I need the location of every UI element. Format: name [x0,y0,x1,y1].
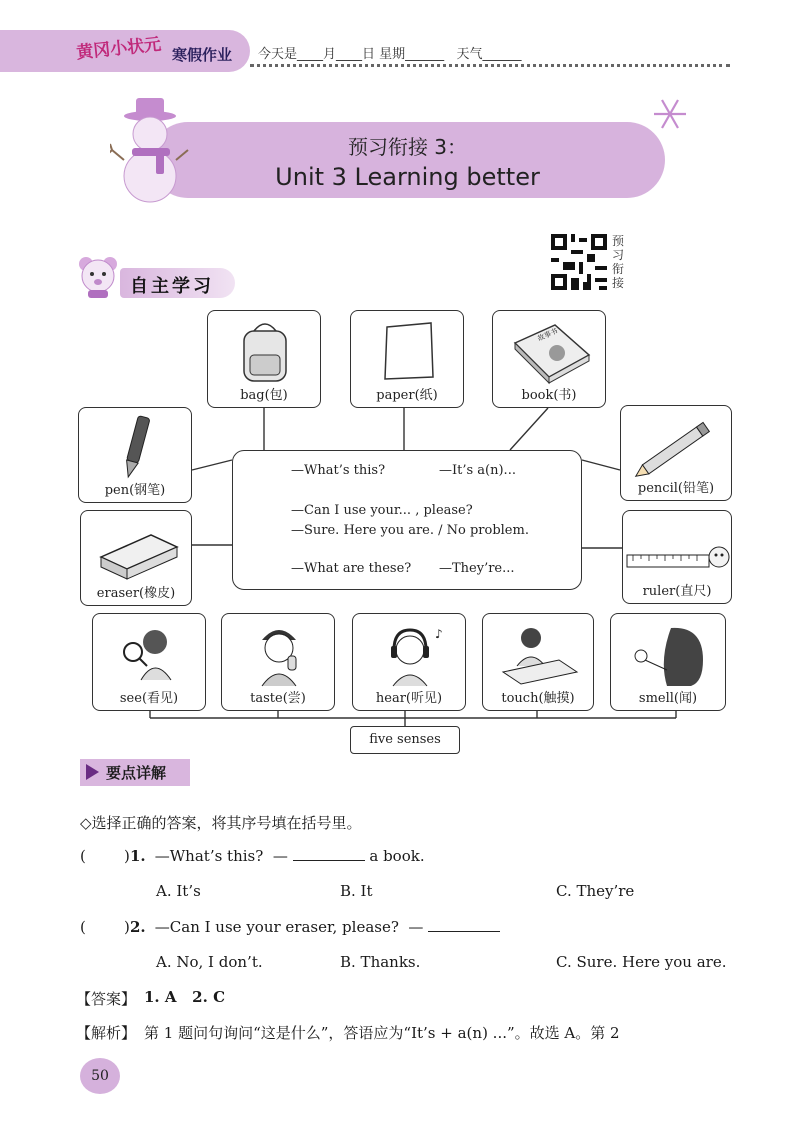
sense-label-hear: hear(听见) [375,691,443,706]
banner-title-line1: 预习衔接 3： [347,135,468,159]
paper-icon [351,317,465,387]
q2-option-a[interactable]: A. No, I don’t. [156,953,263,971]
q2-option-c[interactable]: C. Sure. Here you are. [556,953,727,971]
q1-answer-paren[interactable]: ( ) [80,847,130,865]
q2-stem: —Can I use your eraser, please? — [150,918,500,936]
sense-taste [221,613,335,711]
q2-blank[interactable] [428,918,500,932]
dialogue-box [232,450,582,590]
page-number: 50 [80,1058,120,1094]
section-title-self-study: 自主学习 [130,276,214,297]
q2-number: 2. [130,918,146,936]
exercise-instruction: ◇选择正确的答案，将其序号填在括号里。 [80,814,362,832]
q2-option-b[interactable]: B. Thanks. [340,953,421,971]
qr-label: 预习衔接 [612,234,625,290]
item-eraser [80,510,192,606]
sense-touch [482,613,594,711]
item-ruler [622,510,732,604]
headphones-person-icon [353,620,467,690]
dialogue-q1: —What’s this? [291,463,386,478]
sense-smell [610,613,726,711]
q1-stem: —What’s this? — a book. [150,847,425,865]
pencil-icon [621,412,733,482]
banner-title-line2: Unit 3 Learning better [275,163,540,191]
q1-number: 1. [130,847,146,865]
book-icon [493,317,607,387]
pen-icon [79,414,193,484]
header-subtitle: 寒假作业 [172,46,233,64]
item-bag [207,310,321,408]
sense-label-smell: smell(闻) [638,691,698,706]
answer-text: 1. A 2. C [144,988,226,1006]
dialogue-q3: —What are these? [291,561,412,576]
item-label-book: book(书) [521,388,577,403]
item-label-ruler: ruler(直尺) [642,584,712,599]
item-label-pen: pen(钢笔) [104,483,166,498]
item-book [492,310,606,408]
item-label-pencil: pencil(铅笔) [637,481,715,496]
q1-option-b[interactable]: B. It [340,882,373,900]
dialogue-a3: —They’re... [439,561,515,576]
sense-label-taste: taste(尝) [250,691,306,706]
ruler-icon [623,517,733,587]
section-title-key-points: 要点详解 [106,764,167,782]
item-pencil [620,405,732,501]
item-label-bag: bag(包) [240,388,288,403]
item-paper [350,310,464,408]
smell-flower-icon [611,620,727,690]
analysis-label: 【解析】 [76,1024,137,1042]
item-pen [78,407,192,503]
dialogue-a2: —Sure. Here you are. / No problem. [291,523,529,538]
sense-label-touch: touch(触摸) [501,691,575,706]
item-label-eraser: eraser(橡皮) [96,586,176,601]
answer-label: 【答案】 [76,990,137,1008]
q1-option-a[interactable]: A. It’s [156,882,201,900]
dialogue-a1: —It’s a(n)... [439,463,516,478]
eraser-icon [81,517,193,587]
analysis-text: 第 1 题问句询问“这是什么”，答语应为“It’s + a(n) ...”。故选 A。第 2 [144,1024,620,1042]
play-arrow-icon [86,764,99,780]
q1-option-c[interactable]: C. They’re [556,882,635,900]
q2-answer-paren[interactable]: ( ) [80,918,130,936]
sense-see [92,613,206,711]
item-label-paper: paper(纸) [376,388,438,403]
magnifier-person-icon [93,620,207,690]
svg-text:故事书: 故事书 [536,326,559,343]
child-eating-icon [222,620,336,690]
touch-person-icon [483,620,595,690]
sense-hear [352,613,466,711]
date-line: 今天是____月____日 星期______ 天气______ [258,47,522,62]
sense-label-see: see(看见) [119,691,179,706]
svg-text:♪: ♪ [435,627,443,641]
brand-logo: 黄冈小状元 [75,34,163,64]
backpack-icon [208,317,322,387]
q1-blank[interactable] [293,847,365,861]
five-senses-box: five senses [350,726,460,754]
dialogue-q2: —Can I use your... , please? [291,503,473,518]
